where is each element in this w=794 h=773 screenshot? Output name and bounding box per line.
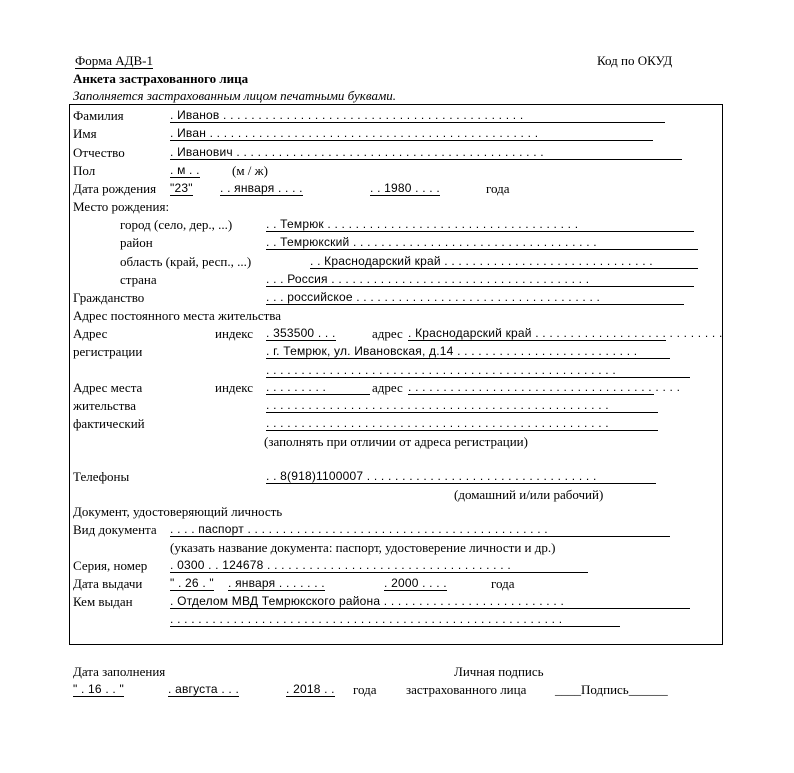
birth-month-field[interactable]: . . января . . . . [220, 181, 303, 195]
city-label: город (село, дер., ...) [120, 217, 233, 232]
signature-label-2: застрахованного лица [406, 682, 527, 697]
phones-field[interactable]: . . 8(918)1100007 . . . . . . . . . . . . . . . . . . . . . . . . . . . . . . . . . [266, 470, 656, 484]
name-field[interactable]: . Иван . . . . . . . . . . . . . . . . . . . . . . . . . . . . . . . . . . . . . . . . . . . . . . . [170, 127, 653, 141]
reg-address-field-2[interactable]: . г. Темрюк, ул. Ивановская, д.14 . . . . . . . . . . . . . . . . . . . . . . . . . . [266, 345, 670, 359]
phones-label: Телефоны [73, 469, 130, 484]
fill-year-word: года [353, 682, 377, 697]
act-index-label: индекс [215, 380, 254, 395]
act-address-word: адрес [372, 380, 403, 395]
district-label: район [120, 235, 153, 250]
reg-address-label-1: Адрес [73, 326, 108, 341]
issued-by-field-2[interactable]: . . . . . . . . . . . . . . . . . . . . . . . . . . . . . . . . . . . . . . . . . . . . . . . . . . . . . . . . [170, 613, 620, 627]
fill-date-label: Дата заполнения [73, 664, 166, 679]
birth-year-word: года [486, 181, 510, 196]
city-field[interactable]: . . Темрюк . . . . . . . . . . . . . . . . . . . . . . . . . . . . . . . . . . . . [266, 218, 694, 232]
issued-by-field[interactable]: . Отделом МВД Темрюкского района . . . . . . . . . . . . . . . . . . . . . . . . . . [170, 595, 690, 609]
doc-type-label: Вид документа [73, 522, 157, 537]
okud-label: Код по ОКУД [597, 53, 673, 68]
region-field[interactable]: . . Краснодарский край . . . . . . . . . . . . . . . . . . . . . . . . . . . . . . [310, 255, 698, 269]
birth-day-field[interactable]: "23" [170, 181, 193, 195]
series-number-label: Серия, номер [73, 558, 148, 573]
series-number-field[interactable]: . 0300 . . 124678 . . . . . . . . . . . . . . . . . . . . . . . . . . . . . . . . . . . [170, 559, 588, 573]
fill-year-field[interactable]: . 2018 . . [286, 682, 335, 696]
actual-address-hint: (заполнять при отличии от адреса регистрации) [264, 434, 528, 449]
reg-index-field[interactable]: . 353500 . . . [266, 326, 336, 340]
citizenship-field[interactable]: . . . российское . . . . . . . . . . . . . . . . . . . . . . . . . . . . . . . . . . . [266, 291, 684, 305]
birth-date-label: Дата рождения [73, 181, 157, 196]
form-name: Форма АДВ-1 [75, 53, 153, 68]
country-field[interactable]: . . . Россия . . . . . . . . . . . . . . . . . . . . . . . . . . . . . . . . . . . . . [266, 273, 694, 287]
signature-label-1: Личная подпись [454, 664, 544, 679]
form-subtitle: Заполняется застрахованным лицом печатными буквами. [73, 88, 396, 103]
surname-label: Фамилия [73, 108, 124, 123]
act-index-field[interactable]: . . . . . . . . . [266, 381, 370, 395]
reg-address-word: адрес [372, 326, 403, 341]
issue-month-field[interactable]: . января . . . . . . . [228, 576, 325, 590]
country-label: страна [120, 272, 157, 287]
sex-field[interactable]: . м . . [170, 163, 200, 177]
act-address-field-2[interactable]: . . . . . . . . . . . . . . . . . . . . . . . . . . . . . . . . . . . . . . . . . . . . . . . . . [266, 399, 658, 413]
patronymic-label: Отчество [73, 145, 125, 160]
doc-type-field[interactable]: . . . . паспорт . . . . . . . . . . . . . . . . . . . . . . . . . . . . . . . . . . . . . . . . . . . [170, 523, 670, 537]
reg-address-label-2: регистрации [73, 344, 143, 359]
surname-field[interactable]: . Иванов . . . . . . . . . . . . . . . . . . . . . . . . . . . . . . . . . . . . . . . . . . . [170, 109, 665, 123]
id-doc-label: Документ, удостоверяющий личность [73, 504, 283, 519]
region-label: область (край, респ., ...) [120, 254, 252, 269]
reg-address-field[interactable]: . Краснодарский край . . . . . . . . . . . . . . . . . . . . . . . . . . . [408, 326, 723, 340]
reg-address-field-3[interactable]: . . . . . . . . . . . . . . . . . . . . . . . . . . . . . . . . . . . . . . . . . . . . . . . . . . [266, 364, 690, 378]
act-address-field[interactable]: . . . . . . . . . . . . . . . . . . . . . . . . . . . . . . . . . . . . . . . [408, 380, 681, 394]
phones-hint: (домашний и/или рабочий) [454, 487, 604, 502]
doc-type-hint: (указать название документа: паспорт, удостоверение личности и др.) [170, 540, 556, 555]
signature-field[interactable]: ____Подпись______ [555, 682, 668, 697]
fill-day-field[interactable]: " . 16 . . " [73, 682, 124, 696]
sex-label: Пол [73, 163, 96, 178]
name-label: Имя [73, 126, 97, 141]
issue-year-field[interactable]: . 2000 . . . . [384, 576, 447, 590]
issued-by-label: Кем выдан [73, 594, 133, 609]
reg-index-label: индекс [215, 326, 254, 341]
fill-month-field[interactable]: . августа . . . [168, 682, 239, 696]
actual-address-label-2: жительства [73, 398, 136, 413]
form-title: Анкета застрахованного лица [73, 71, 249, 86]
issue-date-label: Дата выдачи [73, 576, 143, 591]
issue-day-field[interactable]: " . 26 . " [170, 576, 214, 590]
birth-year-field[interactable]: . . 1980 . . . . [370, 181, 440, 195]
sex-hint: (м / ж) [232, 163, 268, 178]
citizenship-label: Гражданство [73, 290, 145, 305]
actual-address-label-1: Адрес места [73, 380, 143, 395]
actual-address-label-3: фактический [73, 416, 145, 431]
issue-year-word: года [491, 576, 515, 591]
patronymic-field[interactable]: . Иванович . . . . . . . . . . . . . . . . . . . . . . . . . . . . . . . . . . . . . . . . . . . . [170, 146, 682, 160]
birth-place-label: Место рождения: [73, 199, 170, 214]
permanent-address-label: Адрес постоянного места жительства [73, 308, 282, 323]
district-field[interactable]: . . Темрюкский . . . . . . . . . . . . . . . . . . . . . . . . . . . . . . . . . . . [266, 236, 698, 250]
act-address-field-3[interactable]: . . . . . . . . . . . . . . . . . . . . . . . . . . . . . . . . . . . . . . . . . . . . . . . . . [266, 417, 658, 431]
